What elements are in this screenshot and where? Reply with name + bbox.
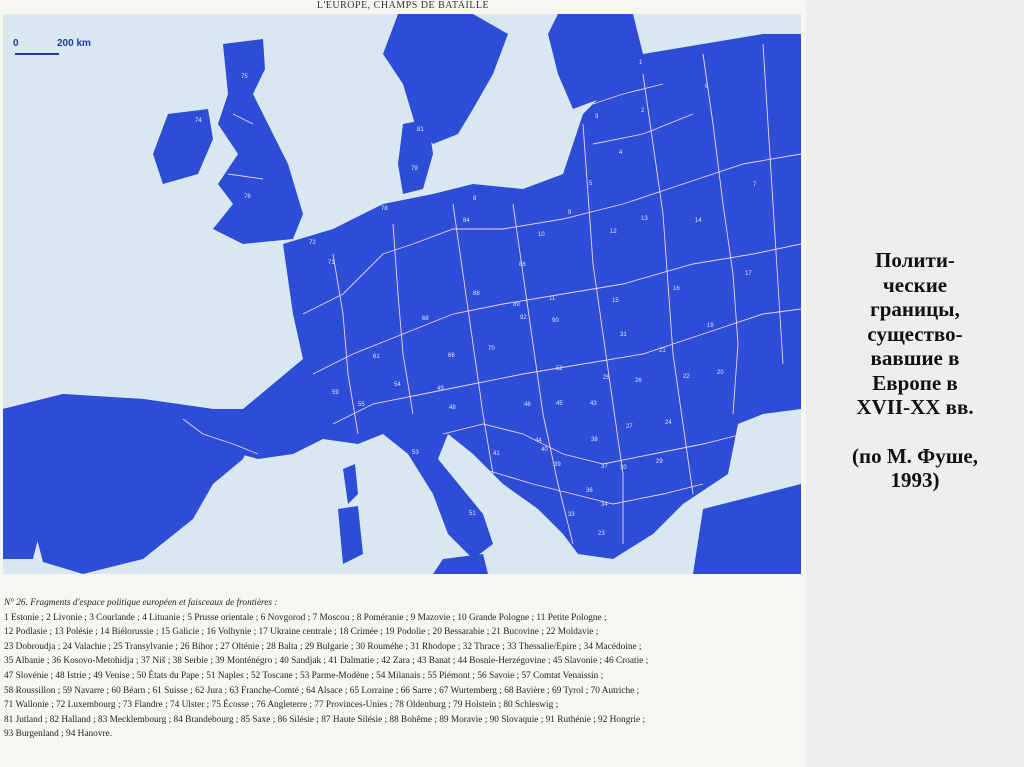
region-label: 20 — [717, 370, 724, 376]
legend-line: 93 Burgenland ; 94 Hanovre. — [4, 729, 113, 740]
region-label: 82 — [473, 141, 480, 147]
map-frame — [3, 14, 801, 574]
legend-line: 71 Wallonie ; 72 Luxembourg ; 73 Flandre ; 74 Ulster ; 75 Écosse ; 76 Angleterre ; 77 Provinces-Unies ; 78 Oldenburg ; 79 Holstein ; 80 Schleswig ; — [4, 700, 559, 711]
region-label: 70 — [488, 346, 495, 352]
region-label: 88 — [473, 291, 480, 297]
caption-panel — [806, 0, 1024, 767]
region-label: 29 — [656, 459, 663, 465]
region-label: 9 — [568, 210, 572, 216]
caption-line: существо- — [867, 321, 963, 346]
region-label: 13 — [641, 216, 648, 222]
region-label: 33 — [568, 512, 575, 518]
region-label: 25 — [603, 375, 610, 381]
legend-line: 23 Dobroudja ; 24 Valachie ; 25 Transylvanie ; 26 Bihor ; 27 Olténie ; 28 Balta ; 29 Bulgarie ; 30 Rouméhe ; 31 Rhodope ; 32 Thrace ; 33 Thessalie/Epire ; 34 Macédoine ; — [4, 641, 642, 652]
region-label: 10 — [538, 232, 545, 238]
slide-caption — [806, 248, 1024, 493]
region-label: 2 — [641, 108, 645, 114]
region-label: 16 — [673, 286, 680, 292]
region-label: 78 — [381, 206, 388, 212]
region-label: 77 — [341, 217, 348, 223]
jutland-landmass — [398, 119, 433, 194]
region-label: 31 — [620, 332, 627, 338]
caption-line: вавшие в — [870, 346, 960, 370]
region-label: 34 — [601, 502, 608, 508]
great-britain-landmass — [213, 39, 303, 244]
region-label: 36 — [586, 488, 593, 494]
legend-line: 1 Estonie ; 2 Livonie ; 3 Courlande ; 4 Lituanie ; 5 Prusse orientale ; 6 Novgorod ; 7 Moscou ; 8 Poméranie ; 9 Mazovie ; 10 Grande Pologne ; 11 Petite Pologne ; — [4, 612, 607, 623]
region-label: 8 — [473, 196, 477, 202]
scale-line — [15, 53, 59, 55]
region-label: 61 — [373, 354, 380, 360]
region-label: 44 — [535, 438, 542, 444]
anatolia-landmass — [693, 484, 801, 574]
caption-line: Полити- — [875, 248, 955, 272]
legend-line: 47 Slovénie ; 48 Istrie ; 49 Venise ; 50 États du Pape ; 51 Naples ; 52 Toscane ; 53 Parme-Modène ; 54 Milanais ; 55 Piémont ; 56 Savoie ; 57 Comtat Venaissin ; — [4, 670, 604, 681]
caption-source-line: (по М. Фуше, — [852, 443, 978, 468]
region-label: 54 — [394, 382, 401, 388]
region-label: 5 — [589, 181, 593, 187]
region-label: 49 — [437, 386, 444, 392]
region-label: 37 — [601, 464, 608, 470]
region-label: 6 — [705, 84, 709, 90]
region-label: 89 — [513, 302, 520, 308]
scale-max-label: 200 km — [57, 38, 91, 49]
region-label: 38 — [591, 437, 598, 443]
legend-line: 81 Jutland ; 82 Halland ; 83 Mecklembourg ; 84 Brandebourg ; 85 Saxe ; 86 Silésie ; 87 Haute Silésie ; 88 Bohême ; 89 Moravie ; 90 Slovaquie ; 91 Ruthénie ; 92 Hongrie ; — [4, 714, 646, 725]
region-label: 15 — [612, 298, 619, 304]
region-label: 81 — [417, 127, 424, 133]
land-masses — [3, 14, 801, 574]
region-label: 4 — [619, 150, 623, 156]
region-label: 68 — [422, 316, 429, 322]
region-label: 46 — [524, 402, 531, 408]
region-label: 12 — [610, 229, 617, 235]
region-label: 84 — [463, 218, 470, 224]
region-label: 30 — [620, 465, 627, 471]
region-label: 79 — [411, 166, 418, 172]
europe-map — [3, 14, 801, 574]
region-label: 43 — [590, 401, 597, 407]
region-label: 59 — [332, 390, 339, 396]
caption-line: границы, — [870, 297, 960, 321]
region-label: 75 — [241, 74, 248, 80]
region-label: 40 — [541, 447, 548, 453]
iberia-landmass — [3, 394, 253, 574]
region-label: 71 — [328, 260, 335, 266]
region-label: 72 — [309, 240, 316, 246]
region-label: 66 — [448, 353, 455, 359]
region-label: 51 — [469, 511, 476, 517]
region-label: 7 — [753, 182, 757, 188]
legend-line: 12 Podlasie ; 13 Polésie ; 14 Biélorussie ; 15 Galicie ; 16 Volhynie ; 17 Ukraine centrale ; 18 Crimée ; 19 Podolie ; 20 Bessarabie ; 21 Bucovine ; 22 Moldavie ; — [4, 627, 599, 638]
caption-line: XVII-XX вв. — [856, 395, 974, 419]
region-label: 74 — [195, 118, 202, 124]
region-label: 86 — [519, 262, 526, 268]
region-label: 26 — [635, 378, 642, 384]
sicily-landmass — [433, 554, 488, 574]
region-label: 21 — [659, 348, 666, 354]
legend-line: 58 Roussillon ; 59 Navarre ; 60 Béarn ; 61 Suisse ; 62 Jura ; 63 Franche-Comté ; 64 Alsace ; 65 Lorraine ; 66 Sarre ; 67 Wurtemberg ; 68 Bavière ; 69 Tyrol ; 70 Autriche ; — [4, 685, 640, 696]
legend-line: 35 Albanie ; 36 Kosovo-Metohidja ; 37 Niš ; 38 Serbie ; 39 Monténégro ; 40 Sandjak ; 41 Dalmatie ; 42 Zara ; 43 Banat ; 44 Bosnie-Herzégovine ; 45 Slavonie ; 46 Croatie ; — [4, 656, 649, 667]
region-label: 19 — [707, 323, 714, 329]
region-label: 14 — [695, 218, 702, 224]
caption-line: Европе в — [872, 370, 958, 395]
region-label: 3 — [595, 114, 599, 120]
region-label: 48 — [449, 405, 456, 411]
legend-heading: N° 26. Fragments d'espace politique européen et faisceaux de frontières : — [4, 598, 278, 608]
region-label: 11 — [549, 296, 556, 302]
region-label: 27 — [626, 424, 633, 430]
region-label: 17 — [745, 271, 752, 277]
region-label: 90 — [552, 318, 559, 324]
caption-source-line: 1993) — [890, 468, 940, 492]
region-label: 22 — [683, 374, 690, 380]
region-label: 41 — [493, 451, 500, 457]
region-label: 23 — [598, 531, 605, 537]
caption-title — [806, 248, 1024, 420]
region-label: 55 — [358, 402, 365, 408]
map-legend — [4, 596, 802, 766]
map-title: L'EUROPE, CHAMPS DE BATAILLE — [316, 0, 490, 11]
region-label: 1 — [639, 60, 643, 66]
region-label: 39 — [554, 462, 561, 468]
corsica-landmass — [343, 464, 358, 504]
legend-entries — [4, 611, 802, 742]
region-label: 76 — [244, 194, 251, 200]
scale-bar — [13, 36, 103, 60]
region-label: 24 — [665, 420, 672, 426]
ireland-landmass — [153, 109, 213, 184]
caption-source — [806, 444, 1024, 493]
scale-zero-label: 0 — [13, 38, 19, 49]
region-label: 53 — [412, 450, 419, 456]
region-label: 92 — [520, 315, 527, 321]
region-label: 45 — [556, 401, 563, 407]
scandinavia-landmass — [383, 14, 508, 144]
caption-line: ческие — [882, 272, 948, 297]
region-label: 52 — [556, 366, 563, 372]
sardinia-landmass — [338, 506, 363, 564]
